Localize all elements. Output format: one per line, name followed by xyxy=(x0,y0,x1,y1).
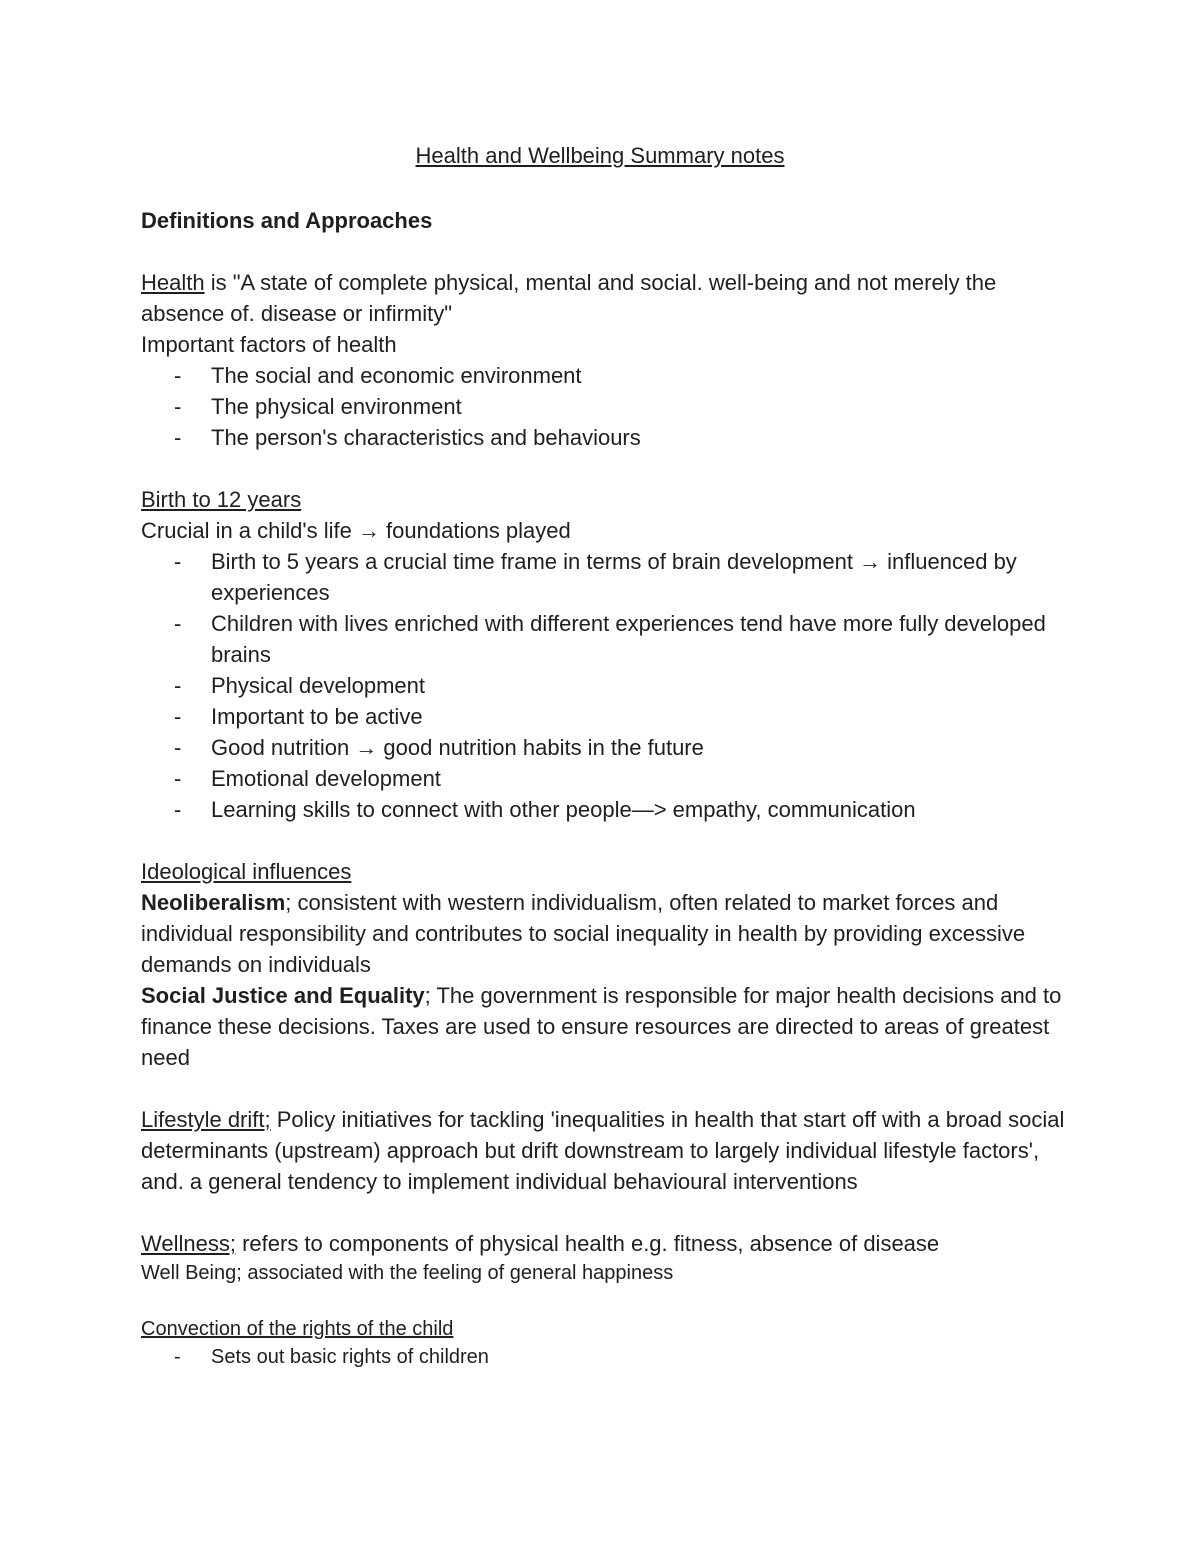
dash-bullet-icon: - xyxy=(174,797,182,822)
social-justice-paragraph: Social Justice and Equality; The government is responsible for major health decisions and to finance these decisions. Taxes are used to ensure resources are directed to areas of greatest need xyxy=(141,983,1062,1070)
lifestyle-drift-paragraph: Lifestyle drift; Policy initiatives for tackling 'inequalities in health that start off with a broad social determinants (upstream) approach but drift downstream to largely individual lifestyle factors', and. a general tendency to implement individual behavioural interventions xyxy=(141,1107,1065,1194)
dash-bullet-icon: - xyxy=(174,673,182,698)
wellness-paragraph: Wellness; refers to components of physical health e.g. fitness, absence of disease xyxy=(141,1231,940,1256)
dash-bullet-icon: - xyxy=(174,394,182,419)
list-item: - Physical development xyxy=(141,670,1066,701)
birth-intro: Crucial in a child's life → foundations played xyxy=(141,518,571,543)
factors-intro: Important factors of health xyxy=(141,332,397,357)
dash-bullet-icon: - xyxy=(174,425,182,450)
neoliberalism-paragraph: Neoliberalism; consistent with western individualism, often related to market forces and individual responsibility and contributes to social inequality in health by providing excessive demands on individuals xyxy=(141,890,1026,977)
list-item: - Good nutrition → good nutrition habits in the future xyxy=(141,732,1066,763)
list-item: - The social and economic environment xyxy=(141,360,1066,391)
dash-bullet-icon: - xyxy=(174,1346,181,1368)
document-body xyxy=(141,205,1066,1371)
section-heading-ideological: Ideological influences xyxy=(141,859,352,884)
neoliberalism-term: Neoliberalism xyxy=(141,890,286,915)
page-title: Health and Wellbeing Summary notes xyxy=(415,143,785,168)
list-item: - The person's characteristics and behaviours xyxy=(141,422,1066,453)
lifestyle-drift-term: Lifestyle drift; xyxy=(141,1107,271,1132)
dash-bullet-icon: - xyxy=(174,549,182,574)
list-item: - The physical environment xyxy=(141,391,1066,422)
list-item: - Children with lives enriched with different experiences tend have more fully developed brains xyxy=(141,608,1066,670)
factors-list xyxy=(141,360,1066,453)
social-justice-term: Social Justice and Equality xyxy=(141,983,425,1008)
health-definition-text: is "A state of complete physical, mental and social. well-being and not merely the absence of. disease or infirmity" xyxy=(141,270,997,326)
list-item: - Important to be active xyxy=(141,701,1066,732)
list-item: - Emotional development xyxy=(141,763,1066,794)
section-heading-convection: Convection of the rights of the child xyxy=(141,1318,454,1340)
dash-bullet-icon: - xyxy=(174,611,182,636)
section-heading-definitions: Definitions and Approaches xyxy=(141,208,433,233)
list-item: - Birth to 5 years a crucial time frame in terms of brain development → influenced by experiences xyxy=(141,546,1066,608)
dash-bullet-icon: - xyxy=(174,766,182,791)
dash-bullet-icon: - xyxy=(174,704,182,729)
wellness-term: Wellness; xyxy=(141,1231,236,1256)
health-definition xyxy=(141,267,1066,329)
health-term: Health xyxy=(141,270,205,295)
convection-list xyxy=(141,1343,1066,1371)
dash-bullet-icon: - xyxy=(174,363,182,388)
birth-list xyxy=(141,546,1066,825)
dash-bullet-icon: - xyxy=(174,735,182,760)
list-item: - Sets out basic rights of children xyxy=(141,1343,1066,1371)
section-heading-birth: Birth to 12 years xyxy=(141,487,302,512)
list-item: - Learning skills to connect with other people—> empathy, communication xyxy=(141,794,1066,825)
wellbeing-paragraph: Well Being; associated with the feeling of general happiness xyxy=(141,1262,674,1284)
